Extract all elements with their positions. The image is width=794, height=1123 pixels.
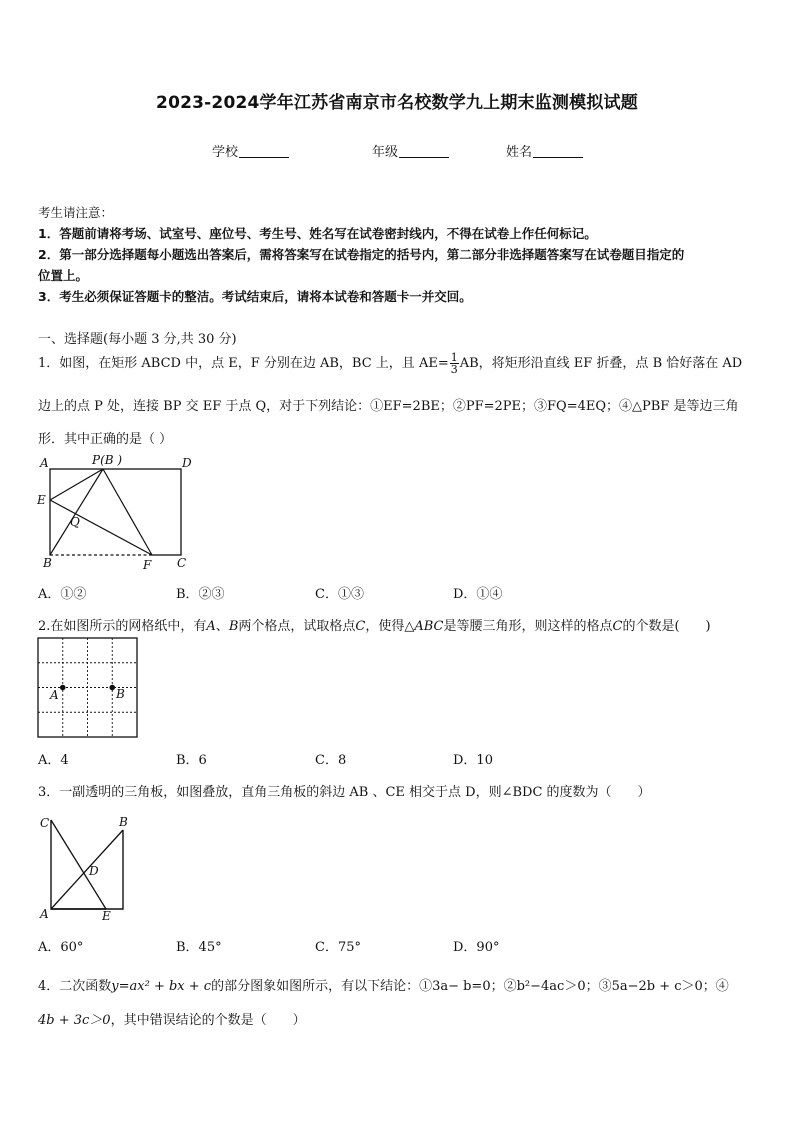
page-title: 2023-2024学年江苏省南京市名校数学九上期末监测模拟试题: [156, 93, 638, 113]
label-A: A: [40, 907, 49, 921]
q1-line1: 1．如图，在矩形 ABCD 中，点 E，F 分别在边 AB，BC 上，且 AE= $\frac{1}{3}$ AB，将矩形沿直线 EF 折叠，点 B 恰好落在 AD: [38, 351, 743, 376]
q1-line2: 边上的点 P 处，连接 BP 交 EF 于点 Q，对于下列结论：①EF=2BE；②PF=2PE；③FQ=4EQ；④△PBF 是等边三角: [38, 399, 739, 414]
notice-heading: 考生请注意：: [38, 205, 114, 220]
q3-text: 3．一副透明的三角板，如图叠放，直角三角板的斜边 AB 、CE 相交于点 D，则∠BDC 的度数为（ ）: [38, 785, 651, 800]
q1-line3: 形．其中正确的是（ ）: [38, 432, 173, 447]
q1-option-b[interactable]: B．②③: [176, 587, 225, 602]
notice-item: 3．考生必须保证答题卡的整洁。考试结束后，请将本试卷和答题卡一并交回。: [38, 289, 472, 304]
label-B: B: [116, 687, 125, 701]
q3-option-b[interactable]: B．45°: [176, 940, 222, 955]
q2-text: 2.在如图所示的网格纸中，有A、B两个格点，试取格点C，使得△ABC是等腰三角形，则这样的格点C的个数是( ): [38, 619, 711, 634]
grid-point-b: [109, 685, 115, 691]
grade-field[interactable]: [372, 141, 449, 160]
grade-blank[interactable]: [399, 145, 449, 158]
name-label: 姓名: [506, 145, 533, 160]
q2-grid-figure: [37, 637, 139, 739]
q2-option-c[interactable]: C．8: [315, 753, 347, 768]
q2-option-a[interactable]: A．4: [38, 753, 69, 768]
label-B: B: [43, 556, 52, 570]
section-heading: 一、选择题(每小题 3 分,共 30 分): [38, 332, 237, 347]
label-E: E: [37, 493, 46, 507]
q3-option-c[interactable]: C．75°: [315, 940, 361, 955]
q2-option-d[interactable]: D．10: [453, 753, 493, 768]
label-A: A: [40, 456, 49, 470]
label-P: P(B ): [92, 453, 123, 467]
notice-item: 位置上。: [38, 268, 89, 283]
name-blank[interactable]: [533, 145, 583, 158]
label-F: F: [143, 558, 152, 572]
label-B: B: [119, 815, 128, 829]
q1-figure: [34, 450, 204, 575]
q1-option-a[interactable]: A．①②: [38, 587, 87, 602]
q1-option-c[interactable]: C．①③: [315, 587, 364, 602]
label-D: D: [89, 864, 99, 878]
q2-option-b[interactable]: B．6: [176, 753, 207, 768]
label-A: A: [50, 688, 59, 702]
label-D: D: [182, 456, 192, 470]
q3-option-a[interactable]: A．60°: [38, 940, 84, 955]
q3-option-d[interactable]: D．90°: [453, 940, 500, 955]
q4-line2: 4b + 3c＞0，其中错误结论的个数是（ ）: [38, 1013, 306, 1028]
q1-fraction: $\frac{1}{3}$: [450, 351, 458, 376]
label-C: C: [40, 816, 50, 830]
q4-line1: 4．二次函数y=ax² + bx + c的部分图象如图所示，有以下结论：①3a− b=0；②b²−4ac＞0；③5a−2b + c＞0；④: [38, 979, 729, 994]
grade-label: 年级: [372, 145, 399, 160]
notice-item: 2．第一部分选择题每小题选出答案后，需将答案写在试卷指定的括号内，第二部分非选择题答案写在试卷题目指定的: [38, 247, 685, 262]
school-field[interactable]: [212, 141, 289, 160]
grid-point-a: [60, 685, 66, 691]
label-Q: Q: [70, 515, 80, 529]
label-E: E: [102, 909, 111, 923]
name-field[interactable]: [506, 141, 583, 160]
q3-figure: [34, 812, 134, 924]
school-label: 学校: [212, 145, 239, 160]
notice-item: 1．答题前请将考场、试室号、座位号、考生号、姓名写在试卷密封线内，不得在试卷上作任何标记。: [38, 226, 597, 241]
school-blank[interactable]: [239, 145, 289, 158]
q1-option-d[interactable]: D．①④: [453, 587, 503, 602]
label-C: C: [177, 556, 187, 570]
